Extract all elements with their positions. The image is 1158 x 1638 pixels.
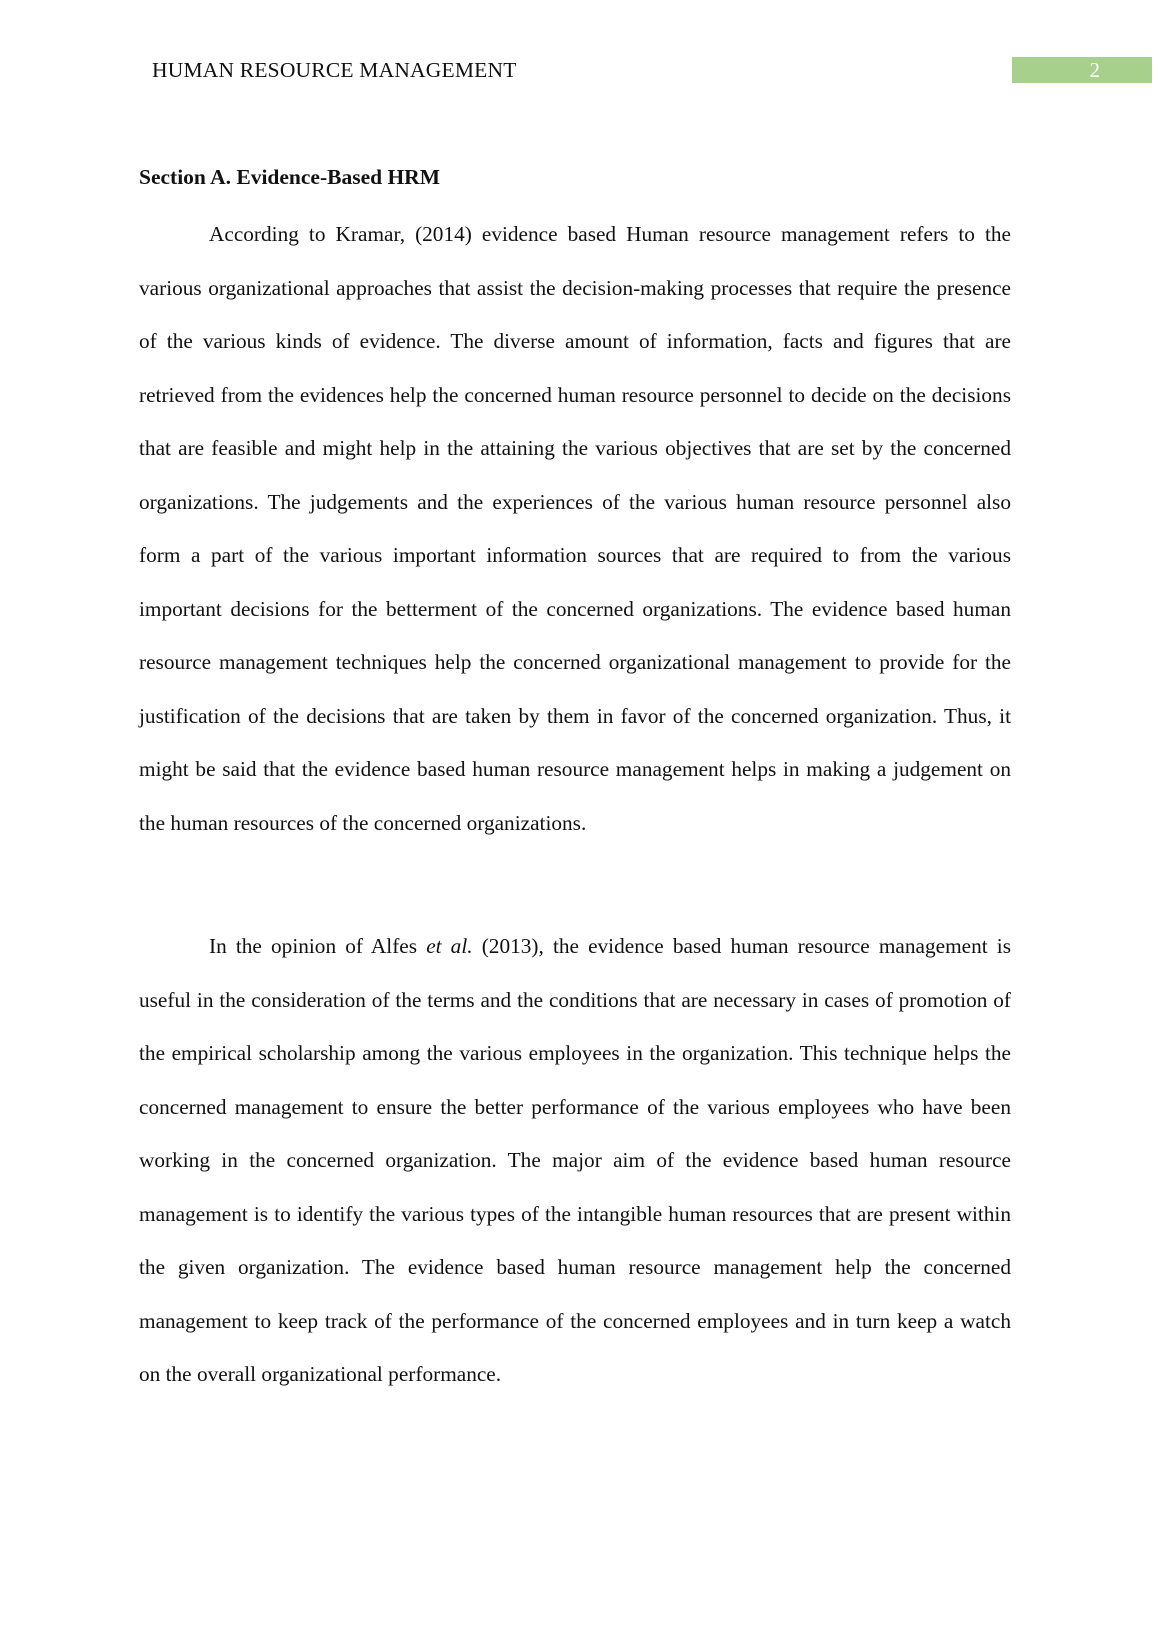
- page-number-badge: [1012, 57, 1152, 83]
- page-number: 2: [1089, 58, 1100, 82]
- running-head-title: HUMAN RESOURCE MANAGEMENT: [152, 58, 517, 82]
- section-heading: Section A. Evidence-Based HRM: [139, 165, 440, 189]
- paragraph-1: According to Kramar, (2014) evidence based Human resource management refers to the various organizational approaches that assist the decision-making processes that require the presence of the various kinds of evidence. The diverse amount of information, facts and figures that are retrieved from the evidences help the concerned human resource personnel to decide on the decisions that are feasible and might help in the attaining the various objectives that are set by the concerned organizations. The judgements and the experiences of the various human resource personnel also form a part of the various important information sources that are required to from the various important decisions for the betterment of the concerned organizations. The evidence based human resource management techniques help the concerned organizational management to provide for the justification of the decisions that are taken by them in favor of the concerned organization. Thus, it might be said that the evidence based human resource management helps in making a judgement on the human resources of the concerned organizations.: [139, 222, 1011, 835]
- paragraph-2-start: In the opinion of Alfes: [209, 934, 427, 958]
- paragraph-2: [139, 920, 1011, 1402]
- paragraph-2-rest: (2013), the evidence based human resource management is useful in the consideration of the terms and the conditions that are necessary in cases of promotion of the empirical scholarship among the various employees in the organization. This technique helps the concerned management to ensure the better performance of the various employees who have been working in the concerned organization. The major aim of the evidence based human resource management is to identify the various types of the intangible human resources that are present within the given organization. The evidence based human resource management help the concerned management to keep track of the performance of the concerned employees and in turn keep a watch on the overall organizational performance.: [139, 934, 1011, 1386]
- citation-et-al: et al.: [426, 934, 473, 958]
